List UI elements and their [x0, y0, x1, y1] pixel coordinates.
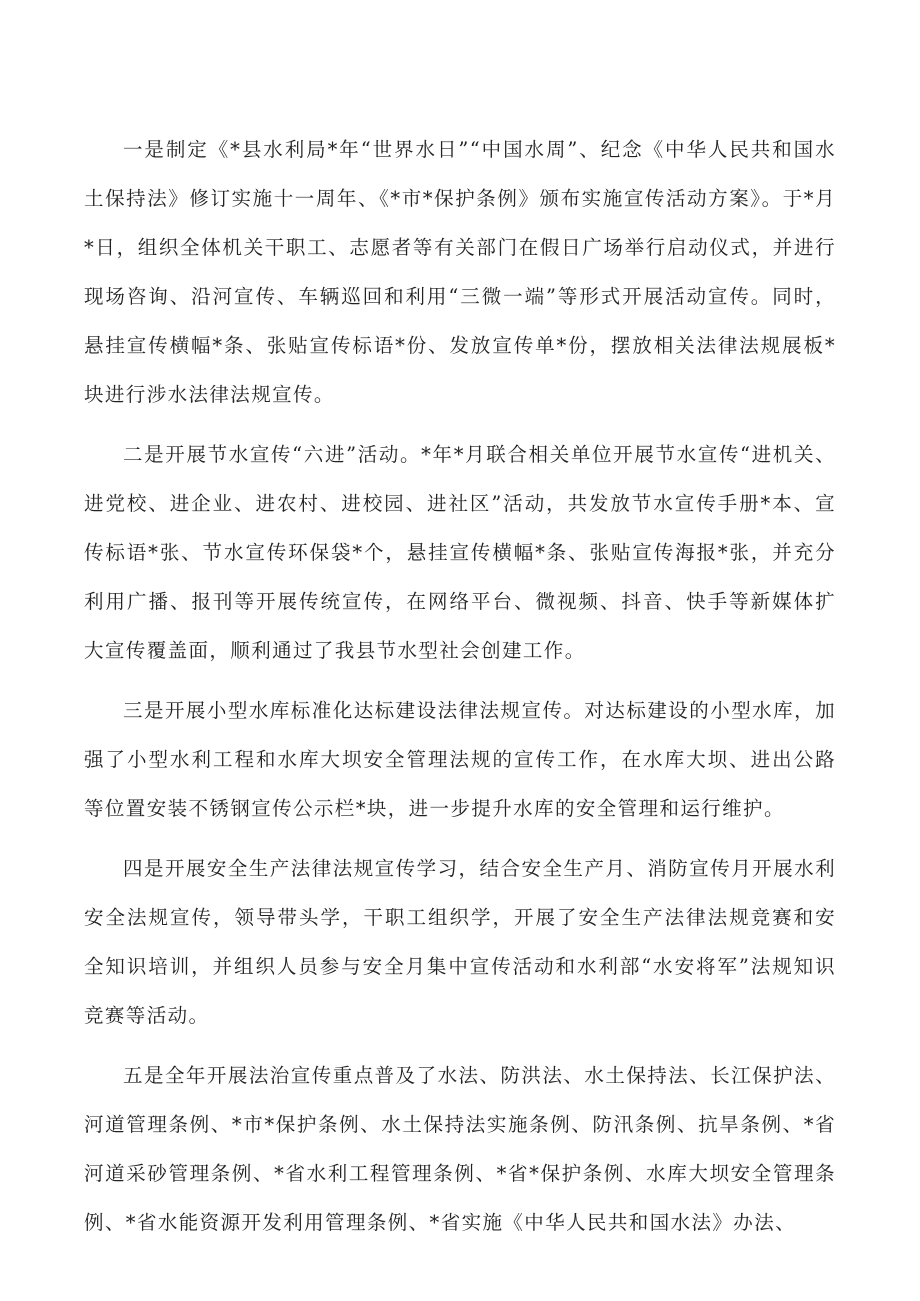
- paragraph-2: 二是开展节水宣传“六进”活动。*年*月联合相关单位开展节水宣传“进机关、进党校、进企业、进农村、进校园、进社区”活动，共发放节水宣传手册*本、宣传标语*张、节水宣传环保袋*个，悬挂宣传横幅*条、张贴宣传海报*张，并充分利用广播、报刊等开展传统宣传，在网络平台、微视频、抖音、快手等新媒体扩大宣传覆盖面，顺利通过了我县节水型社会创建工作。: [84, 443, 836, 662]
- document-body: [84, 125, 836, 1258]
- paragraph-1: 一是制定《*县水利局*年“世界水日”“中国水周”、纪念《中华人民共和国水土保持法》修订实施十一周年、《*市*保护条例》颁布实施宣传活动方案》。于*月*日，组织全体机关干职工、志愿者等有关部门在假日广场举行启动仪式，并进行现场咨询、沿河宣传、车辆巡回和利用“三微一端”等形式开展活动宣传。同时，悬挂宣传横幅*条、张贴宣传标语*份、发放宣传单*份，摆放相关法律法规展板*块进行涉水法律法规宣传。: [84, 138, 836, 406]
- paragraph-4: 四是开展安全生产法律法规宣传学习，结合安全生产月、消防宣传月开展水利安全法规宣传，领导带头学，干职工组织学，开展了安全生产法律法规竞赛和安全知识培训，并组织人员参与安全月集中宣传活动和水利部“水安将军”法规知识竞赛等活动。: [84, 857, 836, 1027]
- paragraph-5: 五是全年开展法治宣传重点普及了水法、防洪法、水土保持法、长江保护法、河道管理条例、*市*保护条例、水土保持法实施条例、防汛条例、抗旱条例、*省河道采砂管理条例、*省水利工程管理条例、*省*保护条例、水库大坝安全管理条例、*省水能资源开发利用管理条例、*省实施《中华人民共和国水法》办法、: [84, 1064, 836, 1234]
- paragraph-3: 三是开展小型水库标准化达标建设法律法规宣传。对达标建设的小型水库，加强了小型水利工程和水库大坝安全管理法规的宣传工作，在水库大坝、进出公路等位置安装不锈钢宣传公示栏*块，进一步提升水库的安全管理和运行维护。: [84, 699, 836, 820]
